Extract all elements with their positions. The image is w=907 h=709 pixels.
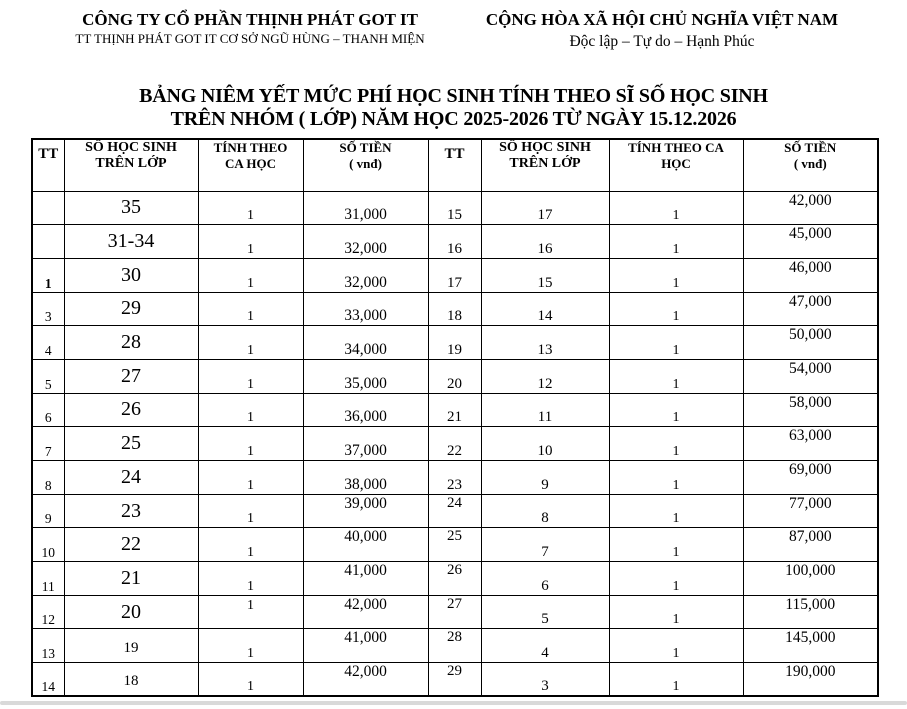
cell-tt-right: 21 bbox=[428, 393, 481, 427]
cell-fee-left: 32,000 bbox=[303, 258, 428, 292]
cell-fee-left: 34,000 bbox=[303, 326, 428, 360]
table-row bbox=[32, 292, 878, 326]
cell-fee-right: 87,000 bbox=[743, 528, 878, 562]
cell-ca-right: 1 bbox=[609, 393, 743, 427]
cell-tt-left: 14 bbox=[32, 663, 64, 697]
column-header-label: HỌC bbox=[661, 156, 691, 171]
column-header-label: ( vnđ) bbox=[349, 156, 382, 171]
cell-fee-right: 50,000 bbox=[743, 326, 878, 360]
column-header-tt-right bbox=[428, 139, 481, 191]
cell-students-left: 28 bbox=[64, 326, 198, 360]
cell-students-right: 5 bbox=[481, 595, 609, 629]
table-row bbox=[32, 461, 878, 495]
cell-students-left: 22 bbox=[64, 528, 198, 562]
cell-students-left: 24 bbox=[64, 461, 198, 495]
cell-students-left: 29 bbox=[64, 292, 198, 326]
table-row bbox=[32, 663, 878, 697]
column-header-label: TT bbox=[38, 146, 59, 162]
column-header-label: TÍNH THEO CA bbox=[628, 140, 724, 155]
cell-students-left: 21 bbox=[64, 562, 198, 596]
cell-students-left: 23 bbox=[64, 494, 198, 528]
cell-tt-right: 28 bbox=[428, 629, 481, 663]
cell-fee-right: 145,000 bbox=[743, 629, 878, 663]
cell-fee-right: 42,000 bbox=[743, 191, 878, 225]
cell-students-right: 17 bbox=[481, 191, 609, 225]
cell-tt-left: 13 bbox=[32, 629, 64, 663]
cell-tt-right: 25 bbox=[428, 528, 481, 562]
cell-ca-right: 1 bbox=[609, 595, 743, 629]
cell-tt-left bbox=[32, 191, 64, 225]
column-header-label: TT bbox=[444, 146, 465, 162]
table-row bbox=[32, 258, 878, 292]
column-header-students-right bbox=[481, 139, 609, 191]
cell-tt-left: 4 bbox=[32, 326, 64, 360]
cell-tt-left: 1 bbox=[32, 258, 64, 292]
column-header-fee-right bbox=[743, 139, 878, 191]
cell-ca-right: 1 bbox=[609, 461, 743, 495]
cell-students-right: 7 bbox=[481, 528, 609, 562]
cell-students-left: 18 bbox=[64, 663, 198, 697]
cell-tt-right: 26 bbox=[428, 562, 481, 596]
cell-ca-left: 1 bbox=[198, 359, 303, 393]
cell-fee-right: 115,000 bbox=[743, 595, 878, 629]
cell-ca-left: 1 bbox=[198, 461, 303, 495]
cell-fee-left: 36,000 bbox=[303, 393, 428, 427]
cell-ca-left: 1 bbox=[198, 191, 303, 225]
cell-ca-right: 1 bbox=[609, 258, 743, 292]
column-header-label: TÍNH THEO bbox=[213, 140, 288, 155]
column-header-label: SỐ HỌC SINH bbox=[85, 140, 177, 155]
cell-tt-left: 9 bbox=[32, 494, 64, 528]
cell-students-right: 13 bbox=[481, 326, 609, 360]
cell-tt-right: 17 bbox=[428, 258, 481, 292]
cell-tt-right: 15 bbox=[428, 191, 481, 225]
cell-ca-left: 1 bbox=[198, 494, 303, 528]
cell-fee-right: 47,000 bbox=[743, 292, 878, 326]
cell-ca-left: 1 bbox=[198, 595, 303, 629]
national-header bbox=[452, 9, 872, 51]
company-header bbox=[30, 9, 470, 47]
cell-tt-right: 18 bbox=[428, 292, 481, 326]
table-row bbox=[32, 528, 878, 562]
cell-tt-left: 5 bbox=[32, 359, 64, 393]
cell-students-right: 16 bbox=[481, 225, 609, 259]
cell-ca-left: 1 bbox=[198, 393, 303, 427]
cell-ca-left: 1 bbox=[198, 562, 303, 596]
cell-ca-right: 1 bbox=[609, 292, 743, 326]
cell-tt-right: 24 bbox=[428, 494, 481, 528]
column-header-tt-left bbox=[32, 139, 64, 191]
cell-tt-right: 20 bbox=[428, 359, 481, 393]
document-title-line1: BẢNG NIÊM YẾT MỨC PHÍ HỌC SINH TÍNH THEO SĨ SỐ HỌC SINH bbox=[139, 85, 768, 107]
cell-ca-left: 1 bbox=[198, 528, 303, 562]
cell-students-right: 6 bbox=[481, 562, 609, 596]
cell-ca-left: 1 bbox=[198, 225, 303, 259]
cell-ca-right: 1 bbox=[609, 326, 743, 360]
table-row bbox=[32, 359, 878, 393]
cell-students-right: 10 bbox=[481, 427, 609, 461]
cell-tt-left: 11 bbox=[32, 562, 64, 596]
cell-fee-left: 35,000 bbox=[303, 359, 428, 393]
cell-tt-right: 19 bbox=[428, 326, 481, 360]
cell-tt-right: 27 bbox=[428, 595, 481, 629]
cell-fee-left: 42,000 bbox=[303, 595, 428, 629]
cell-ca-right: 1 bbox=[609, 663, 743, 697]
cell-fee-right: 46,000 bbox=[743, 258, 878, 292]
cell-ca-left: 1 bbox=[198, 427, 303, 461]
column-header-label: SỐ TIỀN bbox=[339, 140, 392, 155]
cell-fee-left: 41,000 bbox=[303, 629, 428, 663]
cell-ca-left: 1 bbox=[198, 629, 303, 663]
cell-fee-right: 69,000 bbox=[743, 461, 878, 495]
company-name: CÔNG TY CỔ PHẦN THỊNH PHÁT GOT IT bbox=[82, 10, 418, 29]
column-header-label: TRÊN LỚP bbox=[509, 156, 581, 171]
table-row bbox=[32, 326, 878, 360]
cell-students-right: 12 bbox=[481, 359, 609, 393]
column-header-fee-left bbox=[303, 139, 428, 191]
cell-fee-left: 40,000 bbox=[303, 528, 428, 562]
cell-fee-right: 100,000 bbox=[743, 562, 878, 596]
cell-tt-right: 16 bbox=[428, 225, 481, 259]
table-row bbox=[32, 595, 878, 629]
cell-fee-left: 33,000 bbox=[303, 292, 428, 326]
cell-fee-right: 77,000 bbox=[743, 494, 878, 528]
cell-ca-left: 1 bbox=[198, 258, 303, 292]
table-row bbox=[32, 225, 878, 259]
national-motto-line1: CỘNG HÒA XÃ HỘI CHỦ NGHĨA VIỆT NAM bbox=[485, 10, 839, 29]
cell-students-left: 25 bbox=[64, 427, 198, 461]
column-header-label: CA HỌC bbox=[225, 156, 276, 171]
document-title-line2: TRÊN NHÓM ( LỚP) NĂM HỌC 2025-2026 TỪ NGÀY 15.12.2026 bbox=[170, 108, 737, 130]
cell-students-right: 15 bbox=[481, 258, 609, 292]
company-branch: TT THỊNH PHÁT GOT IT CƠ SỞ NGŨ HÙNG – THANH MIỆN bbox=[75, 31, 425, 46]
table-header-row bbox=[32, 139, 878, 191]
column-header-label: ( vnđ) bbox=[793, 156, 827, 171]
horizontal-scrollbar[interactable] bbox=[0, 701, 907, 705]
table-row bbox=[32, 191, 878, 225]
table-row bbox=[32, 494, 878, 528]
cell-tt-left bbox=[32, 225, 64, 259]
cell-students-right: 9 bbox=[481, 461, 609, 495]
table-row bbox=[32, 393, 878, 427]
table-row bbox=[32, 629, 878, 663]
cell-students-left: 26 bbox=[64, 393, 198, 427]
cell-students-right: 8 bbox=[481, 494, 609, 528]
cell-ca-right: 1 bbox=[609, 494, 743, 528]
cell-fee-right: 45,000 bbox=[743, 225, 878, 259]
cell-ca-left: 1 bbox=[198, 292, 303, 326]
cell-students-left: 20 bbox=[64, 595, 198, 629]
cell-students-right: 4 bbox=[481, 629, 609, 663]
column-header-label: SỐ HỌC SINH bbox=[499, 140, 591, 155]
cell-students-left: 27 bbox=[64, 359, 198, 393]
cell-fee-left: 37,000 bbox=[303, 427, 428, 461]
cell-ca-right: 1 bbox=[609, 427, 743, 461]
cell-students-left: 35 bbox=[64, 191, 198, 225]
document-title bbox=[0, 85, 907, 131]
cell-fee-left: 41,000 bbox=[303, 562, 428, 596]
cell-tt-right: 29 bbox=[428, 663, 481, 697]
column-header-label: TRÊN LỚP bbox=[95, 156, 167, 171]
cell-tt-left: 8 bbox=[32, 461, 64, 495]
cell-tt-right: 23 bbox=[428, 461, 481, 495]
cell-students-right: 3 bbox=[481, 663, 609, 697]
cell-fee-left: 38,000 bbox=[303, 461, 428, 495]
cell-ca-left: 1 bbox=[198, 326, 303, 360]
cell-students-right: 14 bbox=[481, 292, 609, 326]
cell-fee-left: 39,000 bbox=[303, 494, 428, 528]
cell-fee-right: 63,000 bbox=[743, 427, 878, 461]
cell-fee-right: 54,000 bbox=[743, 359, 878, 393]
cell-ca-right: 1 bbox=[609, 562, 743, 596]
column-header-ca-left bbox=[198, 139, 303, 191]
table-row bbox=[32, 427, 878, 461]
cell-ca-right: 1 bbox=[609, 528, 743, 562]
cell-tt-left: 10 bbox=[32, 528, 64, 562]
cell-tt-left: 7 bbox=[32, 427, 64, 461]
cell-students-left: 19 bbox=[64, 629, 198, 663]
cell-ca-left: 1 bbox=[198, 663, 303, 697]
cell-tt-left: 3 bbox=[32, 292, 64, 326]
cell-students-left: 30 bbox=[64, 258, 198, 292]
table-row bbox=[32, 562, 878, 596]
cell-ca-right: 1 bbox=[609, 629, 743, 663]
cell-students-left: 31-34 bbox=[64, 225, 198, 259]
cell-tt-left: 12 bbox=[32, 595, 64, 629]
cell-fee-left: 32,000 bbox=[303, 225, 428, 259]
column-header-label: SỐ TIỀN bbox=[784, 140, 837, 155]
cell-ca-right: 1 bbox=[609, 225, 743, 259]
cell-fee-right: 190,000 bbox=[743, 663, 878, 697]
column-header-students-left bbox=[64, 139, 198, 191]
cell-tt-left: 6 bbox=[32, 393, 64, 427]
cell-fee-left: 42,000 bbox=[303, 663, 428, 697]
column-header-ca-right bbox=[609, 139, 743, 191]
cell-ca-right: 1 bbox=[609, 191, 743, 225]
cell-fee-right: 58,000 bbox=[743, 393, 878, 427]
national-motto-line2: Độc lập – Tự do – Hạnh Phúc bbox=[569, 33, 755, 50]
cell-ca-right: 1 bbox=[609, 359, 743, 393]
cell-fee-left: 31,000 bbox=[303, 191, 428, 225]
cell-students-right: 11 bbox=[481, 393, 609, 427]
fee-table bbox=[31, 138, 879, 697]
cell-tt-right: 22 bbox=[428, 427, 481, 461]
